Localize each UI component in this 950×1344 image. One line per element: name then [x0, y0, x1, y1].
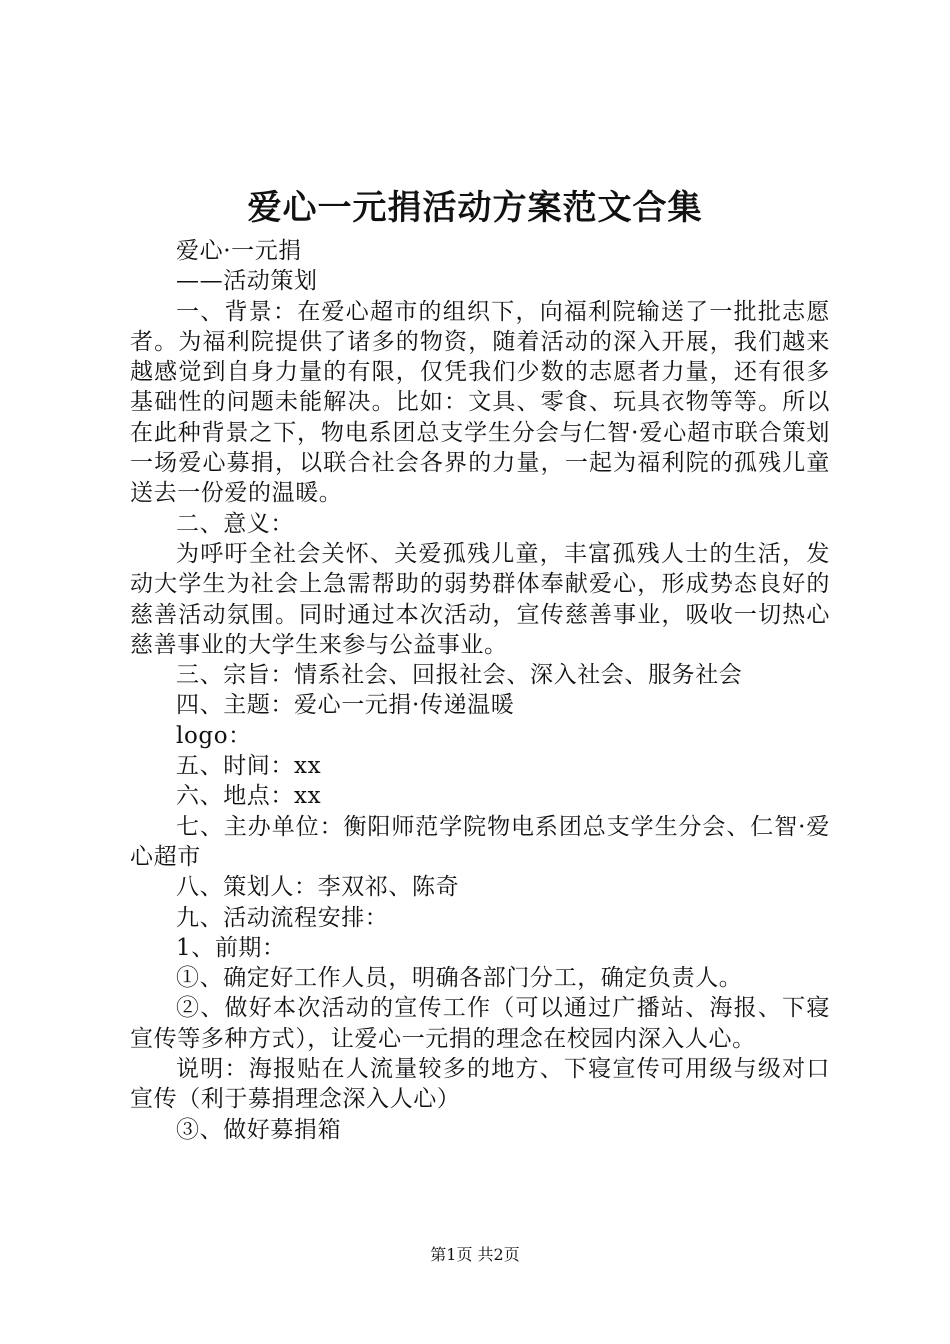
document-title: 爱心一元捐活动方案范文合集 — [247, 188, 703, 228]
paragraph: 一、背景：在爱心超市的组织下，向福利院输送了一批批志愿者。为福利院提供了诸多的物资，随着活动的深入开展，我们越来越感觉到自身力量的有限，仅凭我们少数的志愿者力量，还有很多基础性的问题未能解决。比如：文具、零食、玩具衣物等等。所以在此种背景之下，物电系团总支学生分会与仁智·爱心超市联合策划一场爱心募捐，以联合社会各界的力量，一起为福利院的孤残儿童送去一份爱的温暖。 — [130, 298, 830, 507]
paragraph: ③、做好募捐箱 — [176, 1116, 342, 1143]
paragraph: ②、做好本次活动的宣传工作（可以通过广播站、海报、下寝宣传等多种方式），让爱心一元捐的理念在校园内深入人心。 — [130, 995, 830, 1052]
document-body — [130, 236, 830, 1145]
paragraph: 爱心·一元捐 — [176, 238, 302, 264]
paragraph: logo： — [176, 722, 252, 749]
paragraph: 八、策划人：李双祁、陈奇 — [176, 874, 460, 901]
page-footer: 第1页 共2页 — [430, 1245, 520, 1264]
paragraph: 1、前期： — [176, 934, 286, 961]
paragraph: 四、主题：爱心一元捐·传递温暖 — [176, 692, 515, 719]
paragraph: 七、主办单位：衡阳师范学院物电系团总支学生分会、仁智·爱心超市 — [130, 813, 830, 870]
paragraph: 五、时间：xx — [176, 753, 322, 780]
paragraph: 二、意义： — [176, 510, 294, 537]
paragraph: ——活动策划 — [176, 268, 318, 295]
paragraph: 为呼吁全社会关怀、关爱孤残儿童，丰富孤残人士的生活，发动大学生为社会上急需帮助的弱势群体奉献爱心，形成势态良好的慈善活动氛围。同时通过本次活动，宣传慈善事业，吸收一切热心慈善事业的大学生来参与公益事业。 — [130, 540, 830, 658]
paragraph: 三、宗旨：情系社会、回报社会、深入社会、服务社会 — [176, 662, 743, 689]
paragraph: ①、确定好工作人员，明确各部门分工，确定负责人。 — [176, 965, 743, 992]
paragraph: 六、地点：xx — [176, 783, 322, 810]
paragraph: 九、活动流程安排： — [176, 904, 389, 931]
paragraph: 说明：海报贴在人流量较多的地方、下寝宣传可用级与级对口宣传（利于募捐理念深入人心） — [130, 1056, 830, 1113]
